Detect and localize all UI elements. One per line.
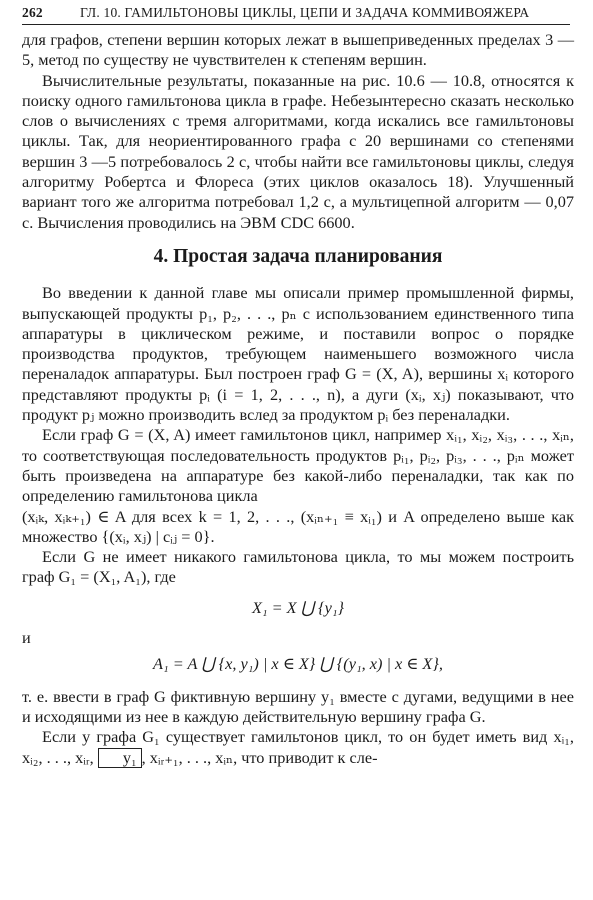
formula-a1: A₁ = A ⋃ {x, y₁) | x ∈ X} ⋃ {(y₁, x) | x ∈ X},: [153, 654, 443, 674]
section-title: 4. Простая задача планирования: [153, 245, 443, 267]
g1-cycle-text-start: Если у графа G₁ существует гамильтонов цикл, то он будет иметь вид xᵢ₁, xᵢ₂, . . ., xᵢᵣ,: [22, 727, 574, 767]
page-number: 262: [22, 5, 43, 20]
paragraph-no-cycle: Если G не имеет никакого гамильтонова цикла, то мы можем построить граф G₁ = (X₁, A₁), где: [22, 547, 574, 587]
boxed-vertex-y1: y₁: [98, 748, 142, 768]
running-header: [22, 4, 570, 25]
g1-cycle-text-end: , xᵢᵣ₊₁, . . ., xᵢₙ, что приводит к сле-: [141, 747, 378, 767]
paragraph-continued: для графов, степени вершин которых лежат в вышеприведенных пределах 3 — 5, метод по существу не чувствителен к степеням вершин.: [22, 30, 574, 70]
paragraph-hamiltonian-cycle: Если граф G = (X, A) имеет гамильтонов цикл, например xᵢ₁, xᵢ₂, xᵢ₃, . . ., xᵢₙ, то соответствующая последовательность продуктов pᵢ₁, pᵢ₂, pᵢ₃, . . ., pᵢₙ может быть произведена на аппаратуре без какой-либо переналадки, так как по определению гамильтонова цикла: [22, 425, 574, 506]
paragraph-introduction: Во введении к данной главе мы описали пример промышленной фирмы, выпускающей продукты p₁, p₂, . . ., pₙ с использованием единственного типа аппаратуры в циклическом режиме, и поставили вопрос о порядке производства продуктов, требующем наименьшего возможного числа переналадок аппаратуры. Был построен граф G = (X, A), вершины xᵢ которого представляют продукты pᵢ (i = 1, 2, . . ., n), а дуги (xᵢ, xⱼ) показывают, что продукт pⱼ можно производить вслед за продуктом pᵢ без переналадки.: [22, 283, 574, 425]
conjunction: и: [22, 628, 31, 648]
paragraph-fictitious-vertex: т. е. ввести в граф G фиктивную вершину y₁ вместе с дугами, ведущими в нее и исходящими из нее в каждую действительную вершину графа G.: [22, 686, 574, 726]
paragraph-cycle-condition: (xᵢₖ, xᵢₖ₊₁) ∈ A для всех k = 1, 2, . . ., (xᵢₙ₊₁ ≡ xᵢ₁) и A определено выше как множество {(xᵢ, xⱼ) | cᵢⱼ = 0}.: [22, 506, 574, 546]
paragraph-computational-results: Вычислительные результаты, показанные на рис. 10.6 — 10.8, относятся к поиску одного гамильтонова цикла в графе. Небезынтересно сказать несколько слов о вычислениях с тремя алгоритмами, когда искались все гамильтоновы циклы. Так, для неориентированного графа с 20 вершинами со степенями вершин 3 —5 потребовалось 2 с, чтобы найти все гамильтоновы циклы, следуя алгоритму Робертса и Флореса (этих циклов оказалось 18). Улучшенный вариант того же алгоритма потребовал 1,2 с, а мультицепной алгоритм — 0,07 с. Вычисления проводились на ЭВМ CDC 6600.: [22, 70, 574, 232]
page-body: [22, 30, 574, 768]
paragraph-g1-cycle: [22, 727, 574, 768]
formula-x1: X₁ = X ⋃ {y₁}: [251, 597, 345, 617]
running-title: ГЛ. 10. ГАМИЛЬТОНОВЫ ЦИКЛЫ, ЦЕПИ И ЗАДАЧА КОММИВОЯЖЕРА: [80, 5, 530, 20]
